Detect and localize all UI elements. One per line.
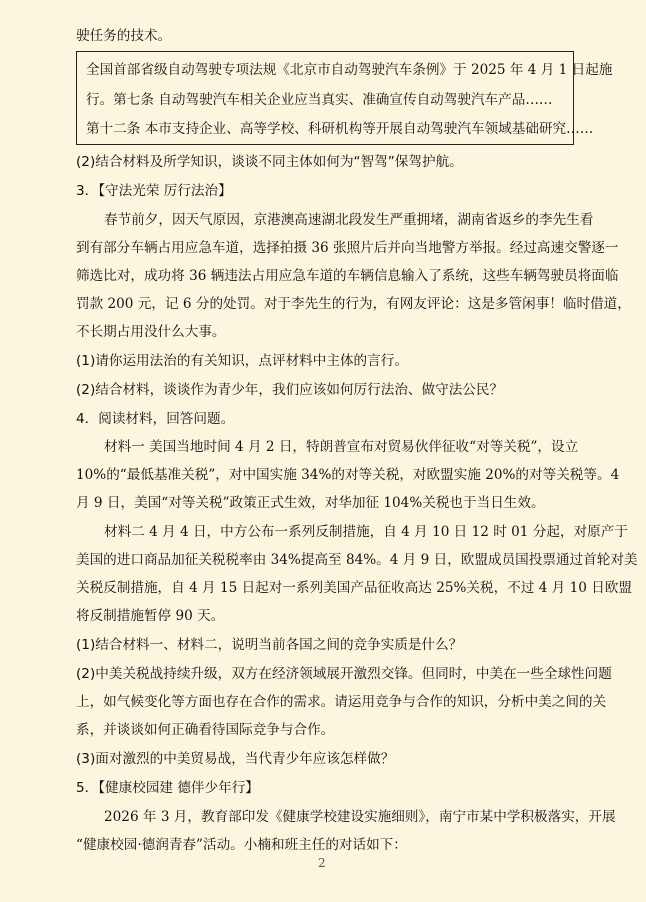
text-line: 10%的“最低基准关税”，对中国实施 34%的对等关税，对欧盟实施 20%的对等关税等。4 xyxy=(76,467,620,483)
excerpt-line: 第十二条 本市支持企业、高等学校、科研机构等开展自动驾驶汽车领域基础研究…… xyxy=(86,121,594,137)
question-line: (2)结合材料，谈谈作为青少年，我们应该如何厉行法治、做守法公民？ xyxy=(76,382,504,398)
text-line: 驶任务的技术。 xyxy=(76,28,172,44)
question-line: 系，并谈谈如何正确看待国际竞争与合作。 xyxy=(76,722,335,738)
text-line: 春节前夕，因天气原因，京港澳高速湖北段发生严重拥堵，湖南省返乡的李先生看 xyxy=(104,212,594,228)
text-line: 不长期占用没什么大事。 xyxy=(76,324,226,340)
text-line: 将反制措施暂停 90 天。 xyxy=(76,608,225,624)
question-line: (1)结合材料一、材料二，说明当前各国之间的竞争实质是什么？ xyxy=(76,637,463,653)
section-heading: 5．【健康校园建 德伴少年行】 xyxy=(76,780,259,796)
text-line: 关税反制措施，自 4 月 15 日起对一系列美国产品征收高达 25%关税，不过 4 月 10 日欧盟 xyxy=(76,580,632,596)
text-line: 筛选比对，成功将 36 辆违法占用应急车道的车辆信息输入了系统，这些车辆驾驶员将面临 xyxy=(76,268,619,284)
text-line: 2026 年 3 月，教育部印发《健康学校建设实施细则》，南宁市某中学积极落实，开展 xyxy=(104,809,616,825)
text-line: 美国的进口商品加征关税税率由 34%提高至 84%。4 月 9 日，欧盟成员国投票通过首轮对美 xyxy=(76,552,638,568)
question-line: (2)中美关税战持续升级，双方在经济领域展开激烈交锋。但同时，中美在一些全球性问题 xyxy=(76,666,612,682)
text-line: 到有部分车辆占用应急车道，选择拍摄 36 张照片后并向当地警方举报。经过高速交警逐一 xyxy=(76,240,619,256)
question-line: (1)请你运用法治的有关知识，点评材料中主体的言行。 xyxy=(76,353,408,369)
text-line: 材料二 4 月 4 日，中方公布一系列反制措施，自 4 月 10 日 12 时 01 分起，对原产于 xyxy=(104,524,628,540)
excerpt-line: 全国首部省级自动驾驶专项法规《北京市自动驾驶汽车条例》于 2025 年 4 月 1 日起施 xyxy=(86,62,613,78)
text-line: 月 9 日，美国“对等关税”政策正式生效，对华加征 104%关税也于当日生效。 xyxy=(76,495,545,511)
text-line: 罚款 200 元，记 6 分的处罚。对于李先生的行为，有网友评论：这是多管闲事！临时借道， xyxy=(76,296,631,312)
text-line: 材料一 美国当地时间 4 月 2 日，特朗普宣布对贸易伙伴征收“对等关税”，设立 xyxy=(104,439,579,455)
page-number: 2 xyxy=(318,856,326,870)
excerpt-line: 行。第七条 自动驾驶汽车相关企业应当真实、准确宣传自动驾驶汽车产品…… xyxy=(86,92,553,108)
section-heading: 3．【守法光荣 厉行法治】 xyxy=(76,183,232,199)
question-line: (2)结合材料及所学知识，谈谈不同主体如何为“智驾”保驾护航。 xyxy=(76,154,463,170)
question-line: (3)面对激烈的中美贸易战，当代青少年应该怎样做？ xyxy=(76,751,395,767)
text-line: “健康校园·德润青春”活动。小楠和班主任的对话如下： xyxy=(76,837,407,853)
section-heading: 4．阅读材料，回答问题。 xyxy=(76,411,235,427)
question-line: 上，如气候变化等方面也存在合作的需求。请运用竞争与合作的知识，分析中美之间的关 xyxy=(76,694,607,710)
